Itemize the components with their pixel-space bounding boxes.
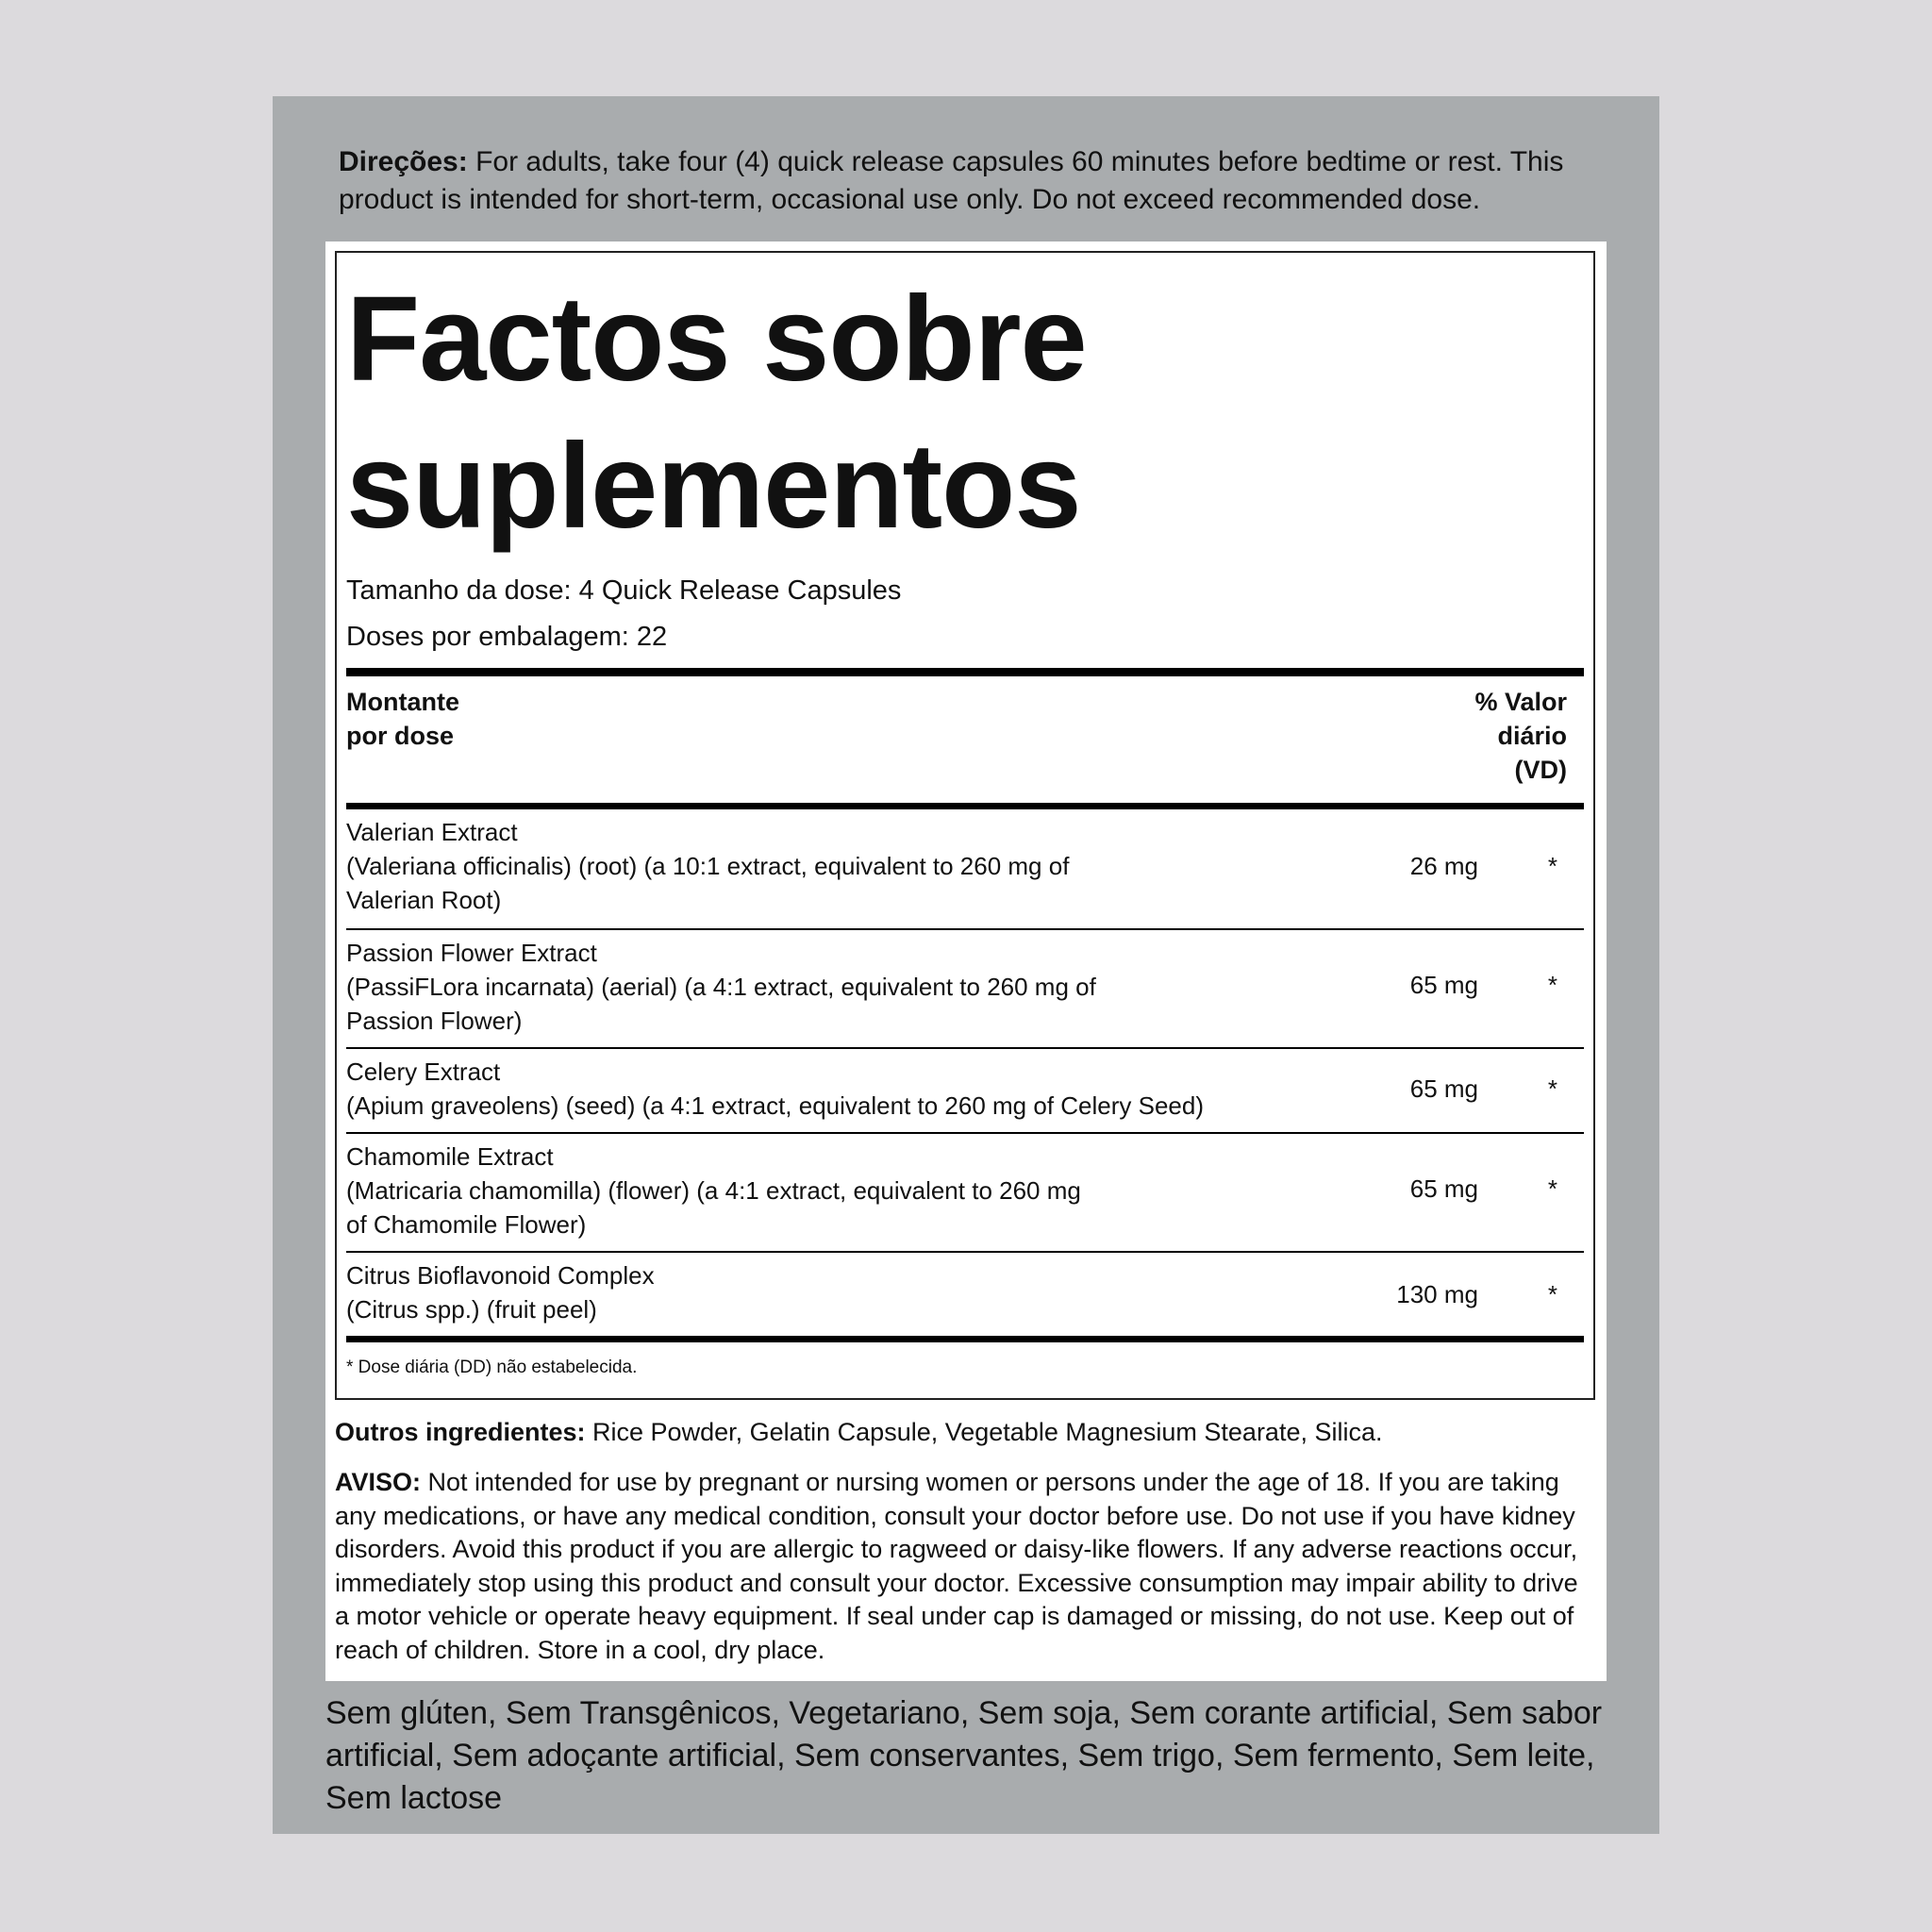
divider-thick <box>346 668 1584 676</box>
label-panel <box>273 96 1659 1834</box>
ingredient-dv: * <box>1547 852 1557 880</box>
warning <box>335 1466 1599 1667</box>
warning-text: Not intended for use by pregnant or nursing women or persons under the age of 18. If you are taking any medications, or have any medical condition, consult your doctor before use. Do not use if you have kidney disorders. Avoid this product if you are allergic to ragweed or daisy-like flowers. If any adverse reactions occur, immediately stop using this product and consult your doctor. Excessive consumption may impair ability to drive a motor vehicle or operate heavy equipment. If seal under cap is damaged or missing, do not use. Keep out of reach of children. Store in a cool, dry place. <box>335 1468 1578 1664</box>
divider-bottom <box>346 1336 1584 1342</box>
amount-per-serving-header: Montante por dose <box>346 688 459 750</box>
ingredient-row <box>346 1253 1584 1336</box>
ingredient-detail: (Apium graveolens) (seed) (a 4:1 extract, equivalent to 260 mg of Celery Seed) <box>346 1091 1205 1120</box>
facts-title-line1: Factos sobre <box>346 272 1087 407</box>
facts-title <box>346 266 1087 560</box>
directions-label: Direções: <box>339 146 468 177</box>
ingredient-dv: * <box>1547 1074 1557 1103</box>
daily-value-header: % Valor diário (VD) <box>1474 688 1567 784</box>
supplement-facts-box <box>335 251 1595 1400</box>
daily-value-footnote: * Dose diária (DD) não estabelecida. <box>346 1357 638 1377</box>
ingredient-name: Valerian Extract <box>346 818 518 846</box>
other-ingredients <box>335 1415 1599 1449</box>
ingredient-row <box>346 1049 1584 1132</box>
serving-size: Tamanho da dose: 4 Quick Release Capsules <box>346 575 902 606</box>
ingredient-name: Citrus Bioflavonoid Complex <box>346 1261 655 1290</box>
other-ingredients-text: Rice Powder, Gelatin Capsule, Vegetable Magnesium Stearate, Silica. <box>585 1418 1383 1446</box>
divider-header <box>346 803 1584 809</box>
ingredient-name: Celery Extract <box>346 1058 501 1086</box>
servings-per-container: Doses por embalagem: 22 <box>346 622 668 652</box>
ingredient-dv: * <box>1547 1174 1557 1203</box>
ingredient-row <box>346 1134 1584 1251</box>
facts-title-line2: suplementos <box>346 419 1081 554</box>
other-ingredients-label: Outros ingredientes: <box>335 1418 586 1446</box>
ingredient-detail: (Valeriana officinalis) (root) (a 10:1 extract, equivalent to 260 mg of Valerian Root) <box>346 852 1070 914</box>
ingredient-name: Chamomile Extract <box>346 1142 554 1171</box>
label-white-area <box>325 242 1607 1681</box>
ingredient-amount: 130 mg <box>1396 1280 1478 1308</box>
directions-body: For adults, take four (4) quick release capsules 60 minutes before bedtime or rest. This product is intended for short-term, occasional use only. Do not exceed recommended dose. <box>339 146 1564 215</box>
ingredient-amount: 26 mg <box>1409 852 1478 880</box>
warning-label: AVISO: <box>335 1468 422 1496</box>
directions-text <box>339 143 1593 219</box>
ingredient-row <box>346 809 1584 928</box>
ingredient-amount: 65 mg <box>1409 971 1478 999</box>
ingredient-detail: (PassiFLora incarnata) (aerial) (a 4:1 extract, equivalent to 260 mg of Passion Flower) <box>346 973 1096 1035</box>
ingredient-name: Passion Flower Extract <box>346 939 597 967</box>
ingredient-row <box>346 930 1584 1047</box>
ingredient-dv: * <box>1547 971 1557 999</box>
ingredient-amount: 65 mg <box>1409 1174 1478 1203</box>
ingredient-amount: 65 mg <box>1409 1074 1478 1103</box>
ingredient-dv: * <box>1547 1280 1557 1308</box>
ingredient-detail: (Matricaria chamomilla) (flower) (a 4:1 extract, equivalent to 260 mg of Chamomile Flower) <box>346 1176 1081 1239</box>
free-from-claims: Sem glúten, Sem Transgênicos, Vegetariano, Sem soja, Sem corante artificial, Sem sabor artificial, Sem adoçante artificial, Sem conservantes, Sem trigo, Sem fermento, Sem leite, Sem lactose <box>325 1695 1603 1816</box>
ingredient-detail: (Citrus spp.) (fruit peel) <box>346 1295 597 1324</box>
